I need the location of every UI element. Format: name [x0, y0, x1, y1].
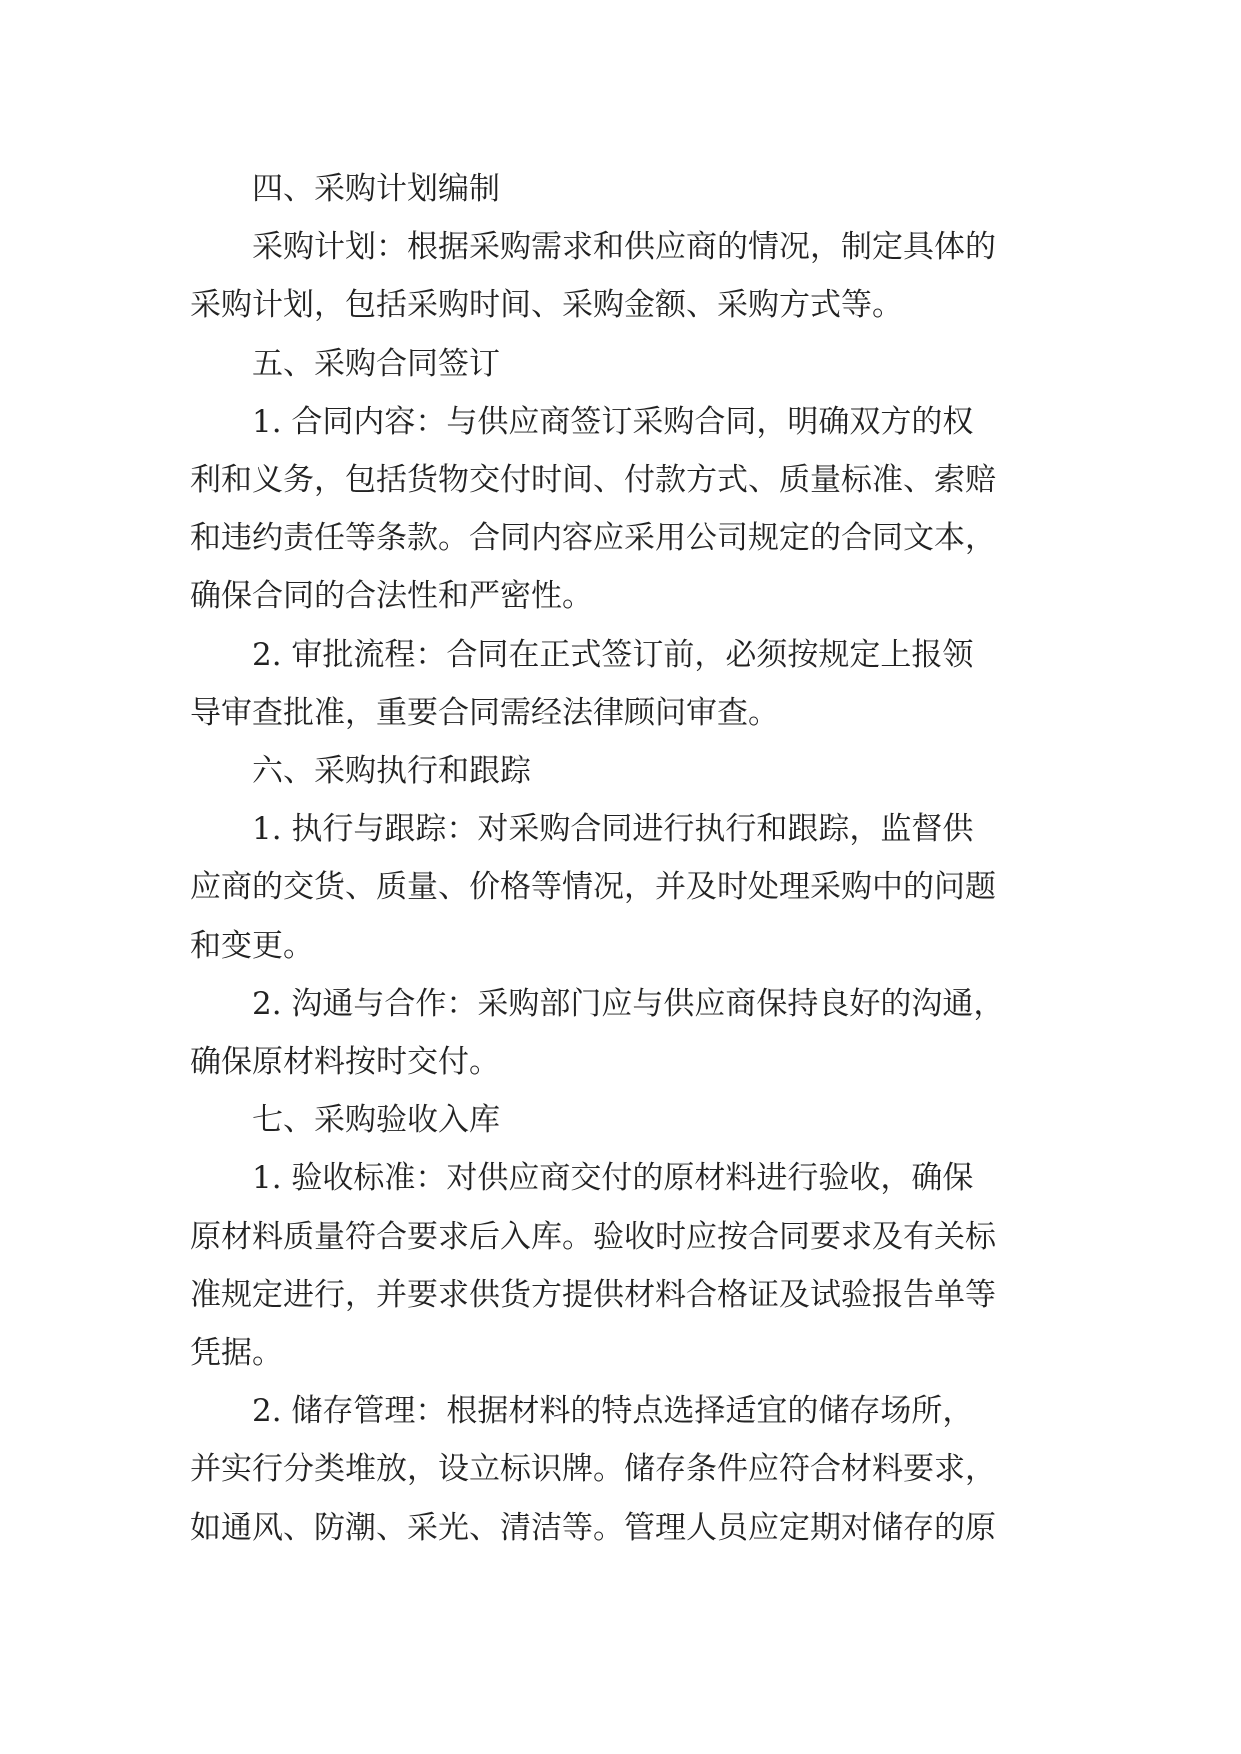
- paragraph: [190, 800, 1050, 975]
- section-contract-signing: [190, 335, 1050, 742]
- paragraph-line: 凭据。: [190, 1335, 283, 1372]
- paragraph-line: 和变更。: [190, 927, 314, 964]
- section-heading: 七、采购验收入库: [252, 1102, 500, 1139]
- paragraph-line: 原材料质量符合要求后入库。验收时应按合同要求及有关标: [190, 1218, 996, 1255]
- section-execution-tracking: [190, 742, 1050, 1091]
- paragraph: [190, 218, 1050, 334]
- paragraph: [190, 626, 1050, 742]
- paragraph-line: 确保合同的合法性和严密性。: [190, 578, 593, 615]
- paragraph-line: 如通风、防潮、采光、清洁等。管理人员应定期对储存的原: [190, 1509, 996, 1546]
- paragraph: [190, 1149, 1050, 1382]
- paragraph-line: 利和义务，包括货物交付时间、付款方式、质量标准、索赔: [190, 462, 996, 499]
- paragraph-line: 采购计划：根据采购需求和供应商的情况，制定具体的: [252, 229, 996, 266]
- paragraph-line: 1. 执行与跟踪：对采购合同进行执行和跟踪，监督供: [252, 811, 974, 848]
- document-body: [190, 160, 1050, 1557]
- paragraph-line: 1. 合同内容：与供应商签订采购合同，明确双方的权: [252, 403, 974, 440]
- paragraph-line: 2. 储存管理：根据材料的特点选择适宜的储存场所，: [252, 1393, 974, 1430]
- paragraph-line: 应商的交货、质量、价格等情况，并及时处理采购中的问题: [190, 869, 996, 906]
- paragraph-line: 导审查批准，重要合同需经法律顾问审查。: [190, 694, 779, 731]
- section-heading: 四、采购计划编制: [252, 171, 500, 207]
- paragraph: [190, 393, 1050, 626]
- paragraph: [190, 1382, 1050, 1557]
- paragraph-line: 2. 沟通与合作：采购部门应与供应商保持良好的沟通，: [252, 985, 1005, 1022]
- paragraph-line: 采购计划，包括采购时间、采购金额、采购方式等。: [190, 287, 903, 324]
- section-acceptance-storage: [190, 1091, 1050, 1557]
- paragraph-line: 准规定进行，并要求供货方提供材料合格证及试验报告单等: [190, 1276, 996, 1313]
- section-heading: 五、采购合同签订: [252, 345, 500, 382]
- section-procurement-plan: [190, 160, 1050, 335]
- section-heading: 六、采购执行和跟踪: [252, 753, 531, 790]
- paragraph-line: 1. 验收标准：对供应商交付的原材料进行验收，确保: [252, 1160, 974, 1197]
- paragraph-line: 确保原材料按时交付。: [190, 1044, 500, 1081]
- paragraph-line: 2. 审批流程：合同在正式签订前，必须按规定上报领: [252, 636, 974, 673]
- paragraph: [190, 975, 1050, 1091]
- paragraph-line: 并实行分类堆放，设立标识牌。储存条件应符合材料要求，: [190, 1451, 996, 1488]
- paragraph-line: 和违约责任等条款。合同内容应采用公司规定的合同文本，: [190, 520, 996, 557]
